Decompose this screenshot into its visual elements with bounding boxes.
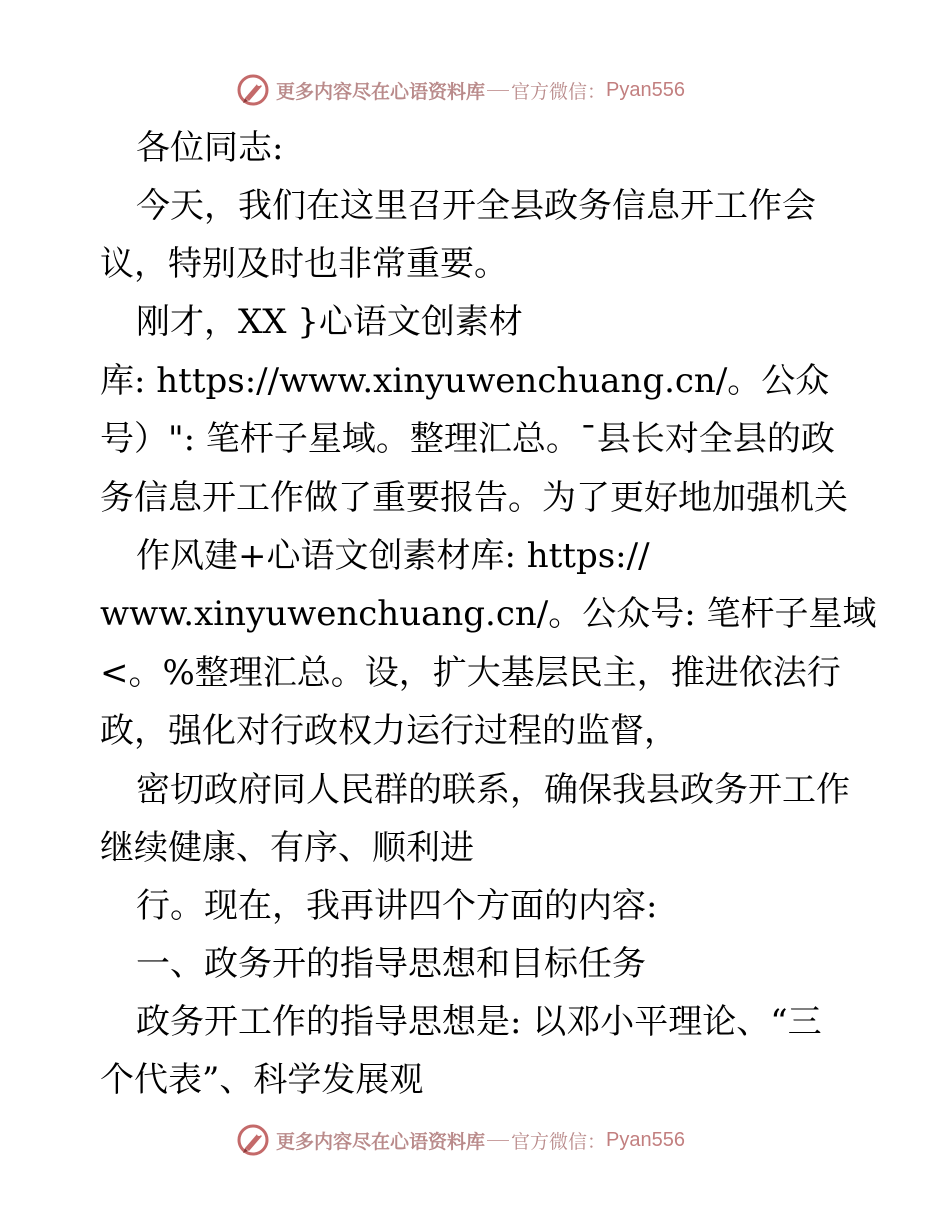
watermark-wechat-label: 官方微信： <box>511 80 607 103</box>
text-line: 议，特别及时也非常重要。 <box>100 244 508 284</box>
footer-watermark-banner <box>236 1122 685 1158</box>
text-line: 政，强化对行政权力运行过程的监督， <box>100 711 678 751</box>
text-line: 各位同志: <box>136 128 284 168</box>
text-line: www.xinyuwenchuang.cn/。公众号: 笔杆子星域 <box>100 594 877 634</box>
text-line: 继续健康、有序、顺利进 <box>100 828 474 868</box>
text-line: 政务开工作的指导思想是: 以邓小平理论、“三 <box>136 1002 822 1042</box>
text-line: 今天，我们在这里召开全县政务信息开工作会 <box>136 186 816 226</box>
text-line: 个代表”、科学发展观 <box>100 1060 424 1100</box>
pen-logo-icon <box>236 1123 270 1157</box>
header-watermark-banner <box>236 72 685 108</box>
text-line: 行。现在，我再讲四个方面的内容: <box>136 886 658 926</box>
text-line: 务信息开工作做了重要报告。为了更好地加强机关 <box>100 478 848 518</box>
text-line: 刚才，XX }心语文创素材 <box>136 302 523 342</box>
pen-logo-icon <box>236 73 270 107</box>
watermark-site-text: 更多内容尽在心语资料库 <box>276 80 486 103</box>
text-line: 库: https://www.xinyuwenchuang.cn/。公众 <box>100 361 830 401</box>
watermark-wechat-id: Pyan556 <box>606 78 685 101</box>
text-line: 作风建+心语文创素材库: https:// <box>136 536 650 576</box>
watermark-divider <box>487 90 509 91</box>
watermark-site-text: 更多内容尽在心语资料库 <box>276 1130 486 1153</box>
text-line: 号）": 笔杆子星域。整理汇总。¯县长对全县的政 <box>100 419 835 459</box>
text-line: <。%整理汇总。设，扩大基层民主，推进依法行 <box>100 653 841 693</box>
watermark-divider <box>487 1140 509 1141</box>
text-line: 一、政务开的指导思想和目标任务 <box>136 944 646 984</box>
watermark-wechat-id: Pyan556 <box>606 1128 685 1151</box>
watermark-wechat-label: 官方微信： <box>511 1130 607 1153</box>
text-line: 密切政府同人民群的联系，确保我县政务开工作 <box>136 770 850 810</box>
